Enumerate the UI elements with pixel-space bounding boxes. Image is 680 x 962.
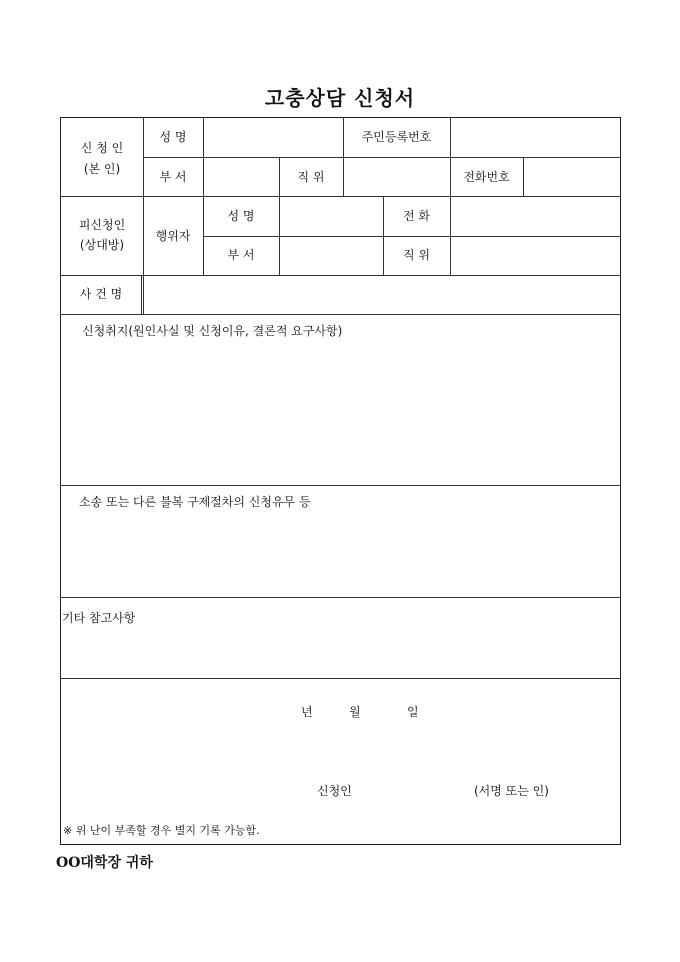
other-notes-field[interactable] [62,629,620,677]
respondent-label-line1: 피신청인 [78,218,126,232]
row-divider [61,485,621,486]
respondent-position-field[interactable] [451,237,620,274]
date-year-label: 년 [301,705,313,719]
applicant-label [61,141,143,177]
case-name-label: 사 건 명 [79,287,123,301]
purpose-label: 신청취지(원인사실 및 신청이유, 결론적 요구사항) [82,324,343,338]
signature-hint: (서명 또는 인) [474,784,549,798]
respondent-name-field[interactable] [280,197,382,235]
applicant-label-line2: (본 인) [83,162,121,176]
date-day-label: 일 [407,705,419,719]
applicant-name-field[interactable] [204,119,342,156]
other-notes-label: 기타 참고사항 [62,611,136,625]
date-month-label: 월 [349,705,361,719]
form-title: 고충상담 신청서 [264,86,416,110]
applicant-id-field[interactable] [451,119,620,156]
applicant-phone-label: 전화번호 [463,170,510,184]
respondent-phone-field[interactable] [451,197,620,235]
footnote: ※ 위 난이 부족할 경우 별지 기록 가능함. [63,824,260,837]
respondent-label-line2: (상대방) [79,238,125,252]
purpose-field[interactable] [62,342,620,484]
applicant-position-field[interactable] [344,158,449,195]
applicant-label-line1: 신 청 인 [80,141,124,155]
applicant-dept-field[interactable] [204,158,278,195]
applicant-id-label: 주민등록번호 [361,130,432,144]
signer-label: 신청인 [317,784,352,798]
litigation-label: 소송 또는 다른 불복 구제절차의 신청유무 등 [79,495,311,509]
col-divider [383,196,384,275]
respondent-actor-label: 행위자 [155,229,191,243]
applicant-dept-label: 부 서 [159,170,187,184]
row-divider [61,597,621,598]
applicant-phone-field[interactable] [524,158,620,195]
respondent-dept-label: 부 서 [227,248,255,262]
row-divider [61,314,621,315]
addressee: OO대학장 귀하 [56,855,153,871]
respondent-name-label: 성 명 [227,209,255,223]
col-divider [203,196,204,275]
respondent-label [61,218,143,253]
applicant-position-label: 직 위 [297,170,325,184]
respondent-position-label: 직 위 [403,248,430,262]
respondent-dept-field[interactable] [280,237,382,274]
application-form-table [60,117,621,845]
case-name-field[interactable] [142,276,620,313]
applicant-name-label: 성 명 [159,130,187,144]
litigation-field[interactable] [62,513,620,596]
row-divider [61,678,621,679]
respondent-phone-label: 전 화 [403,209,430,223]
